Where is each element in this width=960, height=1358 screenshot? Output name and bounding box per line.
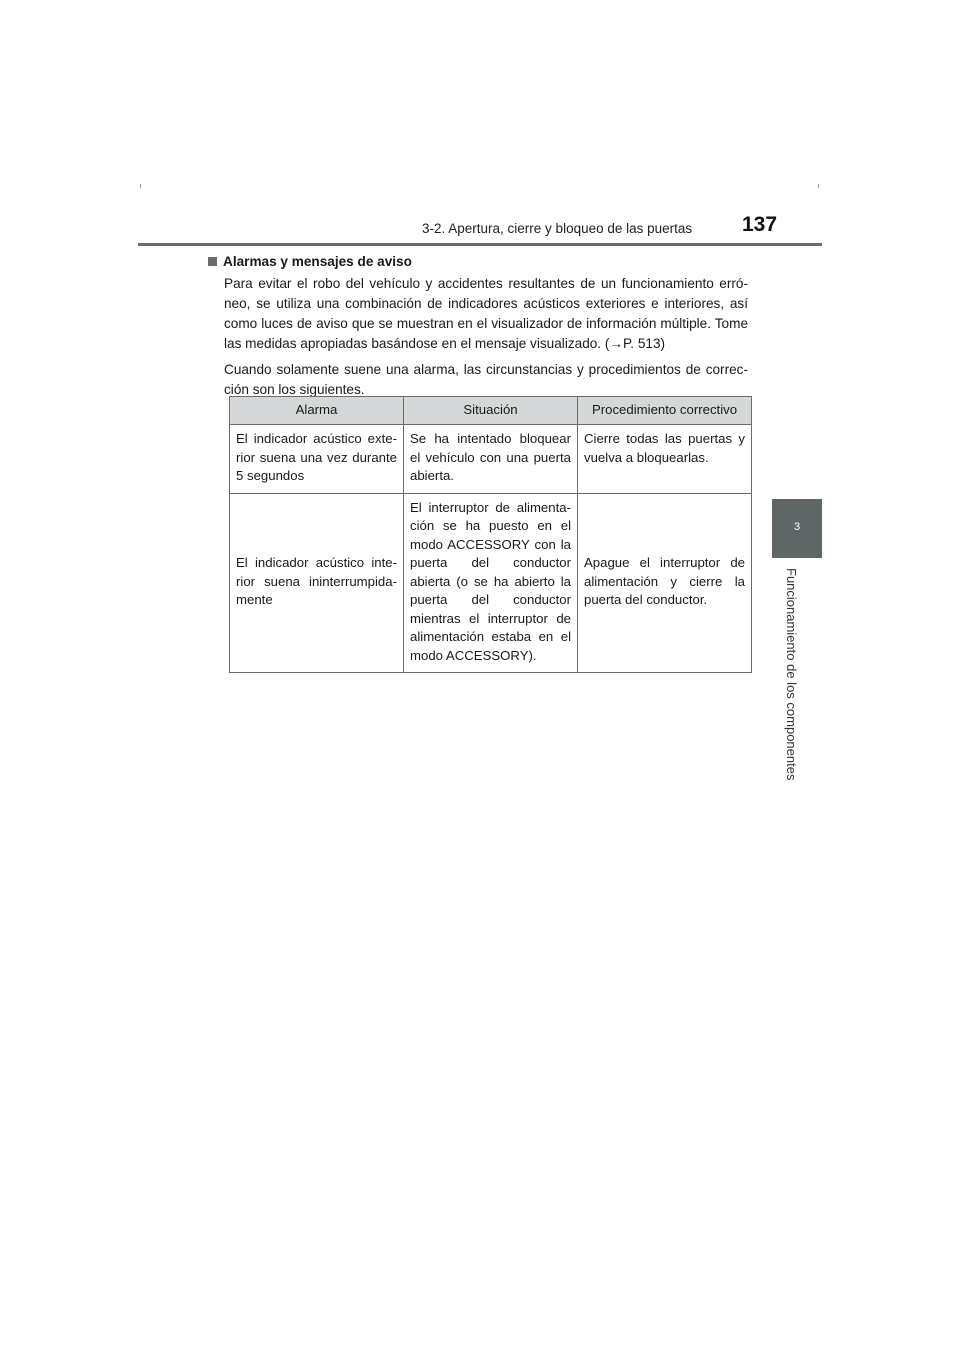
crop-mark-left	[140, 184, 141, 188]
section-content	[208, 254, 748, 406]
table-cell: El indicador acústico exte-rior suena una vez durante 5 segundos	[230, 425, 404, 494]
column-header-alarma: Alarma	[230, 397, 404, 425]
square-bullet-icon	[208, 257, 217, 266]
paragraph-intro: Para evitar el robo del vehículo y accidentes resultantes de un funcionamiento erró-neo, se utiliza una combinación de indicadores acústicos exteriores e interiores, así como luces de aviso que se muestran en el visualizador de información múltiple. Tome las medidas apropiadas basándose en el mensaje visualizado. (→P. 513)	[224, 276, 748, 351]
chapter-tab	[772, 499, 822, 558]
table-row	[230, 425, 752, 494]
section-heading	[208, 254, 748, 269]
column-header-procedimiento: Procedimiento correctivo	[578, 397, 752, 425]
table-cell: El indicador acústico inte-rior suena ininterrumpida-mente	[230, 493, 404, 673]
chapter-label: Funcionamiento de los componentes	[784, 568, 799, 781]
table-cell: Cierre todas las puertas y vuelva a bloquearlas.	[578, 425, 752, 494]
table-cell: Se ha intentado bloquear el vehículo con una puerta abierta.	[404, 425, 578, 494]
table-header-row	[230, 397, 752, 425]
chapter-number: 3	[793, 521, 801, 533]
header-rule	[138, 243, 822, 246]
alarm-table	[229, 396, 752, 673]
column-header-situacion: Situación	[404, 397, 578, 425]
table-cell: El interruptor de alimenta-ción se ha puesto en el modo ACCESSORY con la puerta del conductor abierta (o se ha abierto la puerta del conductor mientras el interruptor de alimentación estaba en el modo ACCESSORY).	[404, 493, 578, 673]
table-row	[230, 493, 752, 673]
crop-mark-right	[818, 184, 819, 188]
page-number: 137	[742, 213, 778, 236]
header-title: 3-2. Apertura, cierre y bloqueo de las puertas	[422, 221, 693, 236]
table-cell: Apague el interruptor de alimentación y cierre la puerta del conductor.	[578, 493, 752, 673]
section-heading-text: Alarmas y mensajes de aviso	[223, 254, 412, 269]
paragraph-table-intro: Cuando solamente suene una alarma, las circunstancias y procedimientos de correc-ción son los siguientes.	[224, 362, 748, 397]
